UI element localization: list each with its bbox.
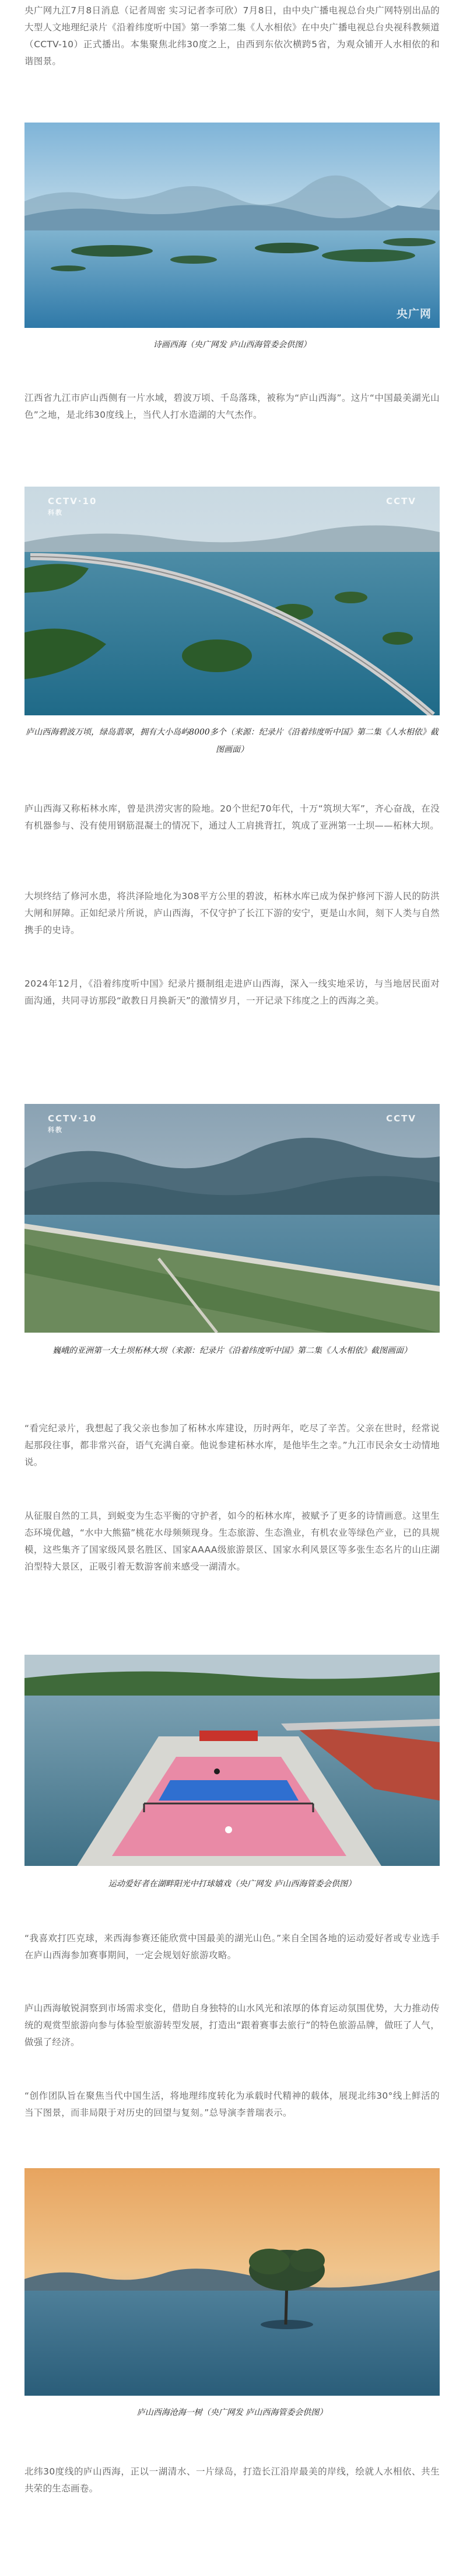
paragraph-film-crew: 2024年12月，《沿着纬度听中国》纪录片摄制组走进庐山西海，深入一线实地采访，与当地居民面对面沟通，共同寻访那段“敢教日月换新天”的激情岁月，一开记录下纬度之上的西海之美。 — [24, 978, 440, 1006]
caption-photo-2: 庐山西海碧波万顷，绿岛翡翠，拥有大小岛屿8000多个（来源：纪录片《沿着纬度听中国》第二集《人水相依》截图画面） — [26, 728, 439, 754]
caption-photo-1: 诗画西海（央广网发 庐山西海管委会供图） — [153, 340, 311, 349]
paragraph-conclusion: 北纬30度线的庐山西海，正以一湖清水、一片绿岛，打造长江沿岸最美的岸线，绘就人水相依、共生共荣的生态画卷。 — [24, 2466, 440, 2494]
paragraph-pickleball: “我喜欢打匹克球，来西海参赛还能欣赏中国最美的湖光山色。”来自全国各地的运动爱好者或专业选手在庐山西海参加赛事期间，一定会规划好旅游攻略。 — [24, 1933, 440, 1960]
paragraph-sports-tourism: 庐山西海敏锐洞察到市场需求变化，借助自身独特的山水风光和浓厚的体育运动氛围优势，大力推动传统的观赏型旅游向参与体验型旅游转型发展，打造出“跟着赛事去旅行”的特色旅游品牌，做旺了人气，做强了经济。 — [24, 2003, 440, 2047]
paragraph-ecotourism: 从征服自然的工具，到蜕变为生态平衡的守护者，如今的柘林水库，被赋予了更多的诗情画意。这里生态环境优越，“水中大熊猫”桃花水母频频现身。生态旅游、生态渔业，有机农业等绿色产业，已的具规模，这些集齐了国家级风景名胜区、国家AAAA级旅游景区、国家水利风景区等多张生态名片的山庄湖泊型特大景区，正吸引着无数游客前来感受一湖清水。 — [24, 1511, 440, 1572]
caption-photo-3: 巍峨的亚洲第一大土坝柘林大坝（来源：纪录片《沿着纬度听中国》第二集《人水相依》截图画面） — [52, 1346, 412, 1355]
photo-lakeside-court — [24, 1655, 440, 1866]
paragraph-intro: 央广网九江7月8日消息（记者周密 实习记者李可欣）7月8日，由中央广播电视总台央广网特别出品的大型人文地理纪录片《沿着纬度听中国》第一季第二集《人水相依》在中央广播电视总台央视科教频道（CCTV-10）正式播出。本集聚焦北纬30度之上，由西到东依次横跨5省，为观众铺开人水相依的和谐图景。 — [24, 5, 440, 67]
paragraph-resident-quote: “看完纪录片，我想起了我父亲也参加了柘林水库建设，历时两年，吃尽了辛苦。父亲在世时，经常说起那段往事，都非常兴奋，语气充满自豪。他说参建柘林水库，是他毕生之幸。”九江市民余女士动情地说。 — [24, 1423, 440, 1467]
cctv-logo-2: CCTV — [386, 1113, 416, 1124]
cctv10-logo-2: CCTV·10 科教 — [48, 1113, 97, 1134]
photo-poetic-west-sea — [24, 123, 440, 328]
paragraph-west-sea-intro: 江西省九江市庐山西侧有一片水域，碧波万顷、千岛落珠，被称为“庐山西海”。这片“中国最美湖光山色”之地，是北纬30度线上，当代人打水造湖的大气杰作。 — [24, 393, 440, 420]
bridge-islands-image — [24, 487, 440, 715]
paragraph-flood-control: 大坝终结了修河水患，将洪泽险地化为308平方公里的碧波，柘林水库已成为保护修河下游人民的防洪大闸和屏障。正如纪录片所说，庐山西海，不仅守护了长江下游的安宁，更是山水间，刻下人类与自然携手的史诗。 — [24, 891, 440, 935]
lone-tree-image — [24, 2168, 440, 2396]
paragraph-dam-construction: 庐山西海又称柘林水库，曾是洪涝灾害的险地。20个世纪70年代，十万“筑坝大军”，齐心奋战，在没有机器参与、没有使用钢筋混凝土的情况下，通过人工肩挑背扛，筑成了亚洲第一土坝——柘林大坝。 — [24, 803, 440, 831]
photo-bridge-islands — [24, 487, 440, 715]
court-image — [24, 1655, 440, 1866]
photo-zhelin-dam — [24, 1104, 440, 1333]
cctv-logo: CCTV — [386, 496, 416, 506]
lake-landscape-image — [24, 123, 440, 328]
cctv10-logo: CCTV·10 科教 — [48, 496, 97, 516]
photo-lone-tree — [24, 2168, 440, 2396]
caption-photo-5: 庐山西海沧海一树（央广网发 庐山西海管委会供图） — [136, 2408, 328, 2417]
caption-photo-4: 运动爱好者在湖畔阳光中打球嬉戏（央广网发 庐山西海管委会供图） — [108, 1879, 356, 1889]
dam-image — [24, 1104, 440, 1333]
paragraph-director-quote: “创作团队旨在聚焦当代中国生活，将地理纬度转化为承载时代精神的载体，展现北纬30°线上鲜活的当下图景，而非局限于对历史的回望与复刻。”总导演李普瑞表示。 — [24, 2091, 440, 2118]
yangguang-watermark: 央广网 — [396, 307, 432, 320]
